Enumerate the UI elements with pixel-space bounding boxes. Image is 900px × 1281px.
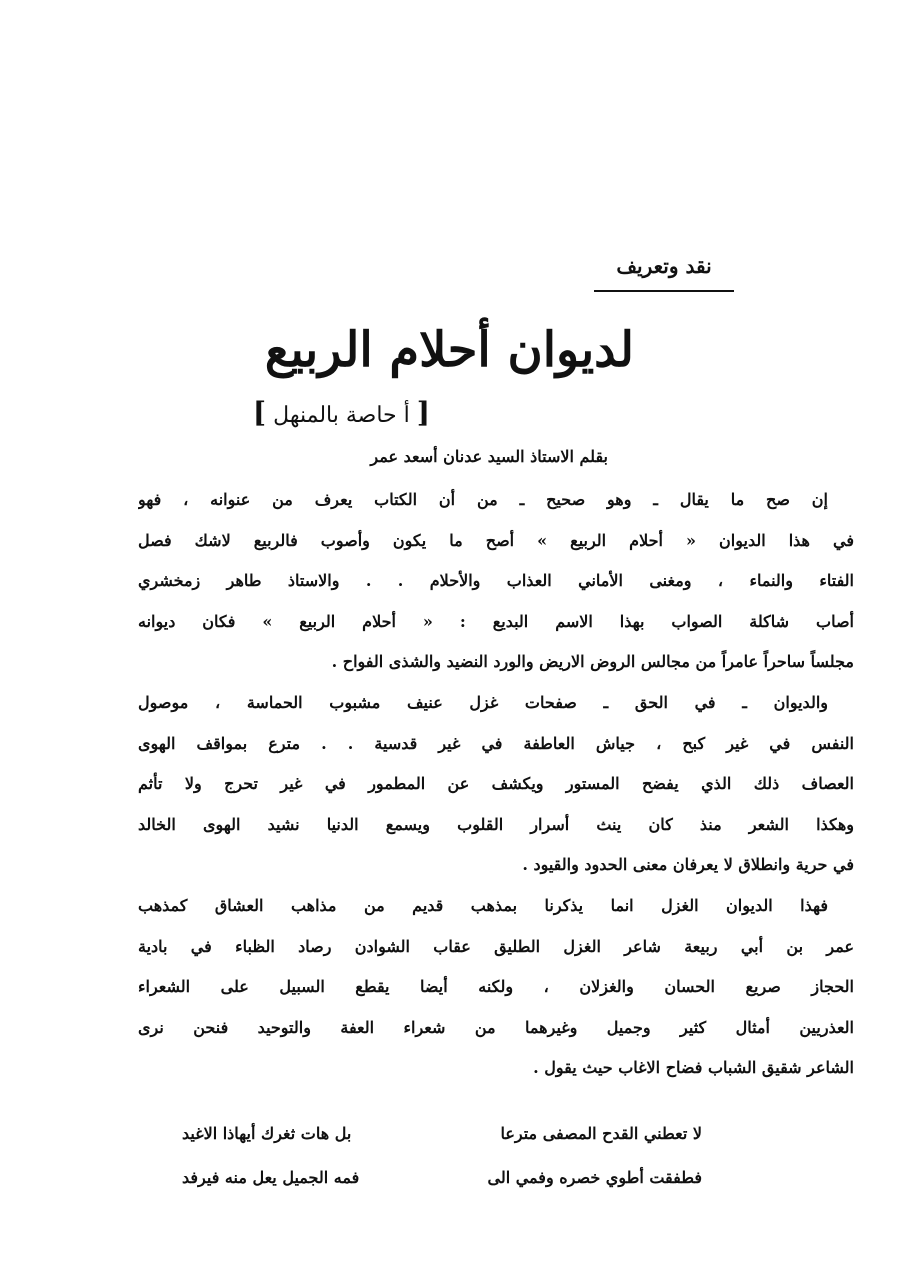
poem-verse bbox=[182, 1156, 702, 1200]
section-label-underline bbox=[594, 290, 734, 292]
article-title: لديوان أحلام الربيع bbox=[264, 322, 634, 378]
body-line: والديوان ـ في الحق ـ صفحات غزل عنيف مشبوب الحماسة ، موصول bbox=[138, 692, 829, 712]
body-line: في حرية وانطلاق لا يعرفان معنى الحدود والقيود . bbox=[522, 855, 854, 875]
body-line: الحجاز صريع الحسان والغزلان ، ولكنه أيضا يقطع السبيل على الشعراء bbox=[138, 977, 854, 997]
poem-verses bbox=[182, 1112, 702, 1200]
body-line: أصاب شاكلة الصواب بهذا الاسم البديع : « أحلام الربيع » فكان ديوانه bbox=[138, 611, 854, 631]
article-body bbox=[138, 480, 854, 1089]
body-line: عمر بن أبي ربيعة شاعر الغزل الطليق عقاب الشوادن رصاد الظباء في بادية bbox=[138, 936, 854, 956]
subtitle-open-bracket: [ bbox=[416, 396, 430, 429]
subtitle-close-bracket: ] bbox=[252, 396, 267, 429]
body-line: فهذا الديوان الغزل انما يذكرنا بمذهب قديم من مذاهب العشاق كمذهب bbox=[138, 895, 828, 915]
body-line: مجلساً ساحراً عامراً من مجالس الروض الاريض والورد النضيد والشذى الفواح . bbox=[331, 652, 854, 672]
verse-second-hemistich: فمه الجميل يعل منه فيرفد bbox=[182, 1168, 360, 1187]
body-line: النفس في غير كبح ، جياش العاطفة في غير قدسية . . مترع بمواقف الهوى bbox=[138, 733, 854, 753]
subtitle-text: أ حاصة بالمنهل bbox=[273, 403, 410, 428]
body-line: العصاف ذلك الذي يفضح المستور ويكشف عن المطمور في غير تحرج ولا تأثم bbox=[138, 774, 854, 794]
section-label: نقد وتعريف bbox=[616, 254, 712, 278]
body-line: الشاعر شقيق الشباب فضاح الاغاب حيث يقول . bbox=[533, 1058, 854, 1078]
body-line: في هذا الديوان « أحلام الربيع » أصح ما يكون وأصوب فالربيع لاشك فصل bbox=[138, 530, 854, 550]
body-line: الفتاء والنماء ، ومغنى الأماني العذاب والأحلام . . والاستاذ طاهر زمخشري bbox=[138, 571, 854, 591]
body-line: العذريين أمثال كثير وجميل وغيرهما من شعراء العفة والتوحيد فنحن نرى bbox=[138, 1017, 854, 1037]
verse-first-hemistich: فطفقت أطوي خصره وفمي الى bbox=[487, 1168, 702, 1187]
verse-second-hemistich: بل هات ثغرك أيهاذا الاغيد bbox=[182, 1124, 352, 1143]
verse-first-hemistich: لا تعطني القدح المصفى مترعا bbox=[500, 1124, 702, 1143]
author-byline: بقلم الاستاذ السيد عدنان أسعد عمر bbox=[370, 447, 608, 466]
article-subtitle bbox=[252, 396, 430, 433]
poem-verse bbox=[182, 1112, 702, 1156]
body-line: وهكذا الشعر منذ كان ينث أسرار القلوب ويسمع الدنيا نشيد الهوى الخالد bbox=[138, 814, 854, 834]
body-line: إن صح ما يقال ـ وهو صحيح ـ من أن الكتاب يعرف من عنوانه ، فهو bbox=[138, 490, 828, 509]
